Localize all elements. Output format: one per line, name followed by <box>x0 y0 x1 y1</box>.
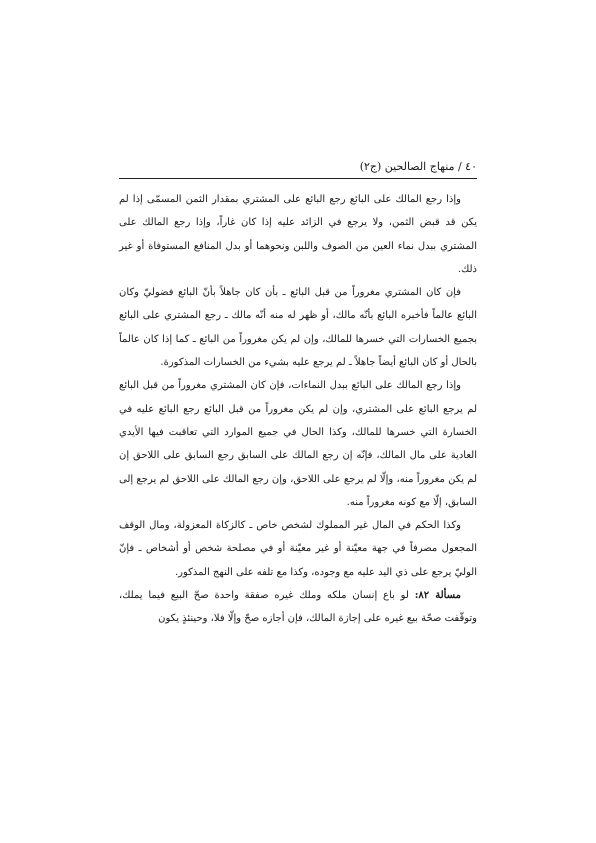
running-header: ٤٠ / منهاج الصالحين (ج٢) <box>359 160 477 173</box>
issue-text: لو باع إنسان ملكه وملك غيره صفقة واحدة صحّ البيع فيما يملك، وتوقّفت صحّة بيع غيره على إجازة المالك، فإن أجازه صحّ وإلّا فلا، وحينئذٍ يكون <box>119 590 477 625</box>
issue-paragraph <box>119 584 477 631</box>
header-rule <box>119 178 477 179</box>
paragraph-4: وكذا الحكم في المال غير المملوك لشخص خاص ـ كالزكاة المعزولة، ومال الوقف المجعول مصرفاً في جهة معيّنة أو غير معيّنة أو في مصلحة شخص أو أشخاص ـ فإنّ الوليّ يرجع على ذي اليد عليه مع وجوده، وكذا مع تلفه على النهج المذكور. <box>119 520 477 578</box>
paragraph-1: وإذا رجع المالك على البائع رجع البائع على المشتري بمقدار الثمن المسمّى إذا لم يكن قد قبض الثمن، ولا يرجع في الزائد عليه إذا كان غاراً، وإذا رجع المالك على المشتري ببدل نماء العين من الصوف واللبن ونحوهما أو بدل المنافع المستوفاة أو غير ذلك. <box>119 194 477 275</box>
paragraph-3: وإذا رجع المالك على البائع ببدل النماءات، فإن كان المشتري مغروراً من قبل البائع لم يرجع البائع على المشتري، وإن لم يكن مغروراً من قبل البائع رجع البائع عليه في الخسارة التي خسرها للمالك، وكذا الحال في جميع الموارد التي تعاقبت فيها الأيدي العادية على مال المالك، فإنّه إن رجع المالك على السابق رجع السابق على اللاحق إن لم يكن مغروراً منه، وإلّا لم يرجع على اللاحق، وإن رجع المالك على اللاحق لم يرجع إلى السابق، إلّا مع كونه مغروراً منه. <box>119 380 477 508</box>
paragraph-2: فإن كان المشتري مغروراً من قبل البائع ـ بأن كان جاهلاً بأنّ البائع فضوليّ وكان البائع عالماً فأخبره البائع بأنّه مالك، أو ظهر له منه أنّه مالك ـ رجع المشتري على البائع بجميع الخسارات التي خسرها للمالك، وإن لم يكن مغروراً من البائع ـ كما إذا كان عالماً بالحال أو كان البائع أيضاً جاهلاً ـ لم يرجع عليه بشيء من الخسارات المذكورة. <box>119 287 477 369</box>
page-body <box>119 188 477 631</box>
issue-heading: مسألة ٨٢: <box>414 590 461 602</box>
